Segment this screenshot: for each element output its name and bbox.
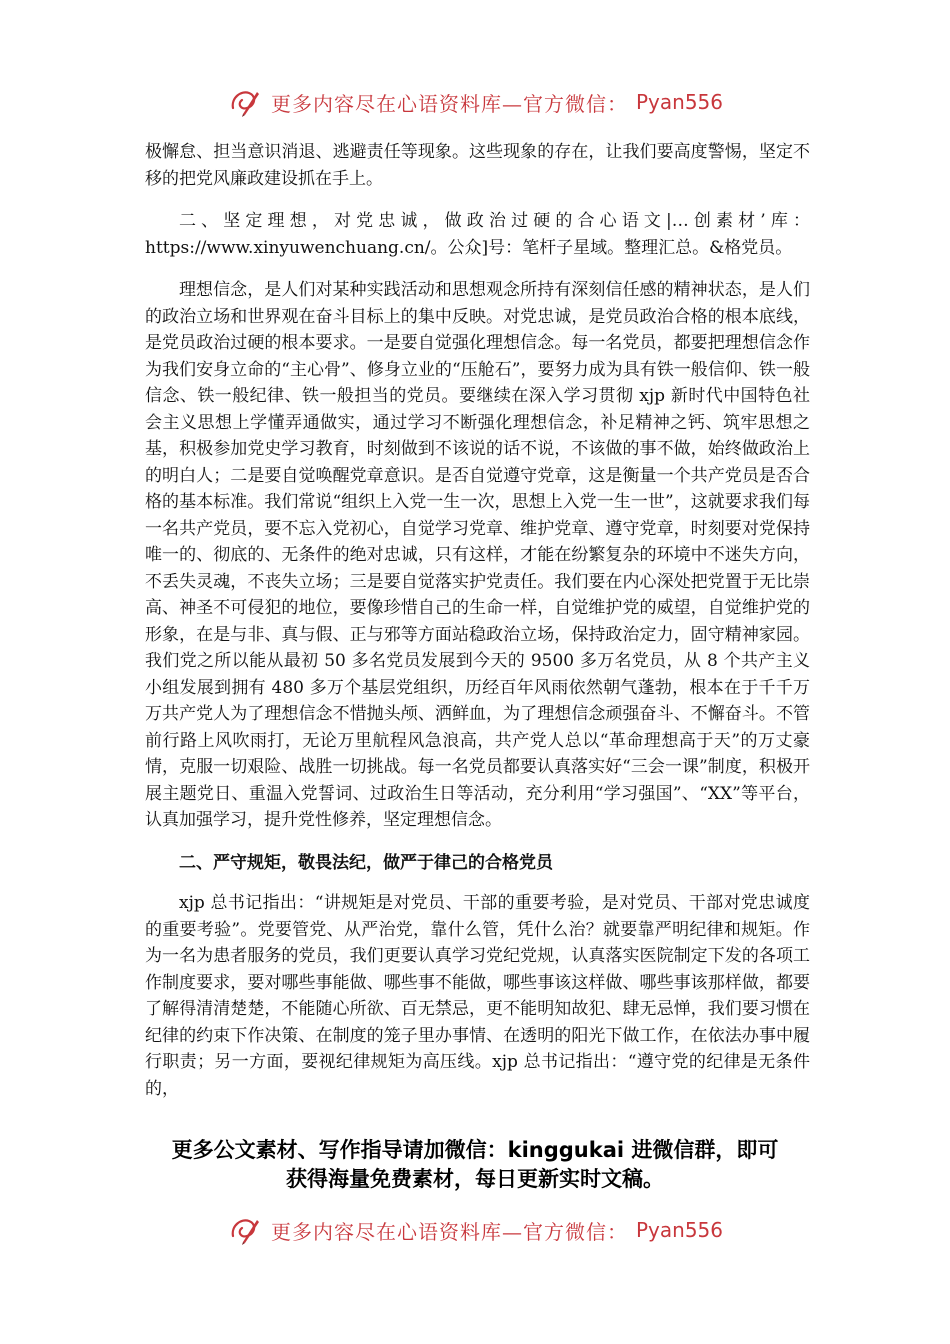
paragraph-ideals: 理想信念，是人们对某种实践活动和思想观念所持有深刻信任感的精神状态，是人们的政治立场和世界观在奋斗目标上的集中反映。对党忠诚，是党员政治合格的根本底线，是党员政治过硬的根本要求。一是要自觉强化理想信念。每一名党员，都要把理想信念作为我们安身立命的“主心骨”、修身立业的“压舱石”，要努力成为具有铁一般信仰、铁一般信念、铁一般纪律、铁一般担当的党员。要继续在深入学习贯彻 xjp 新时代中国特色社会主义思想上学懂弄通做实，通过学习不断强化理想信念，补足精神之钙、筑牢思想之基，积极参加党史学习教育，时刻做到不该说的话不说，不该做的事不做，始终做政治上的明白人；二是要自觉唤醒党章意识。是否自觉遵守党章，这是衡量一个共产党员是否合格的基本标准。我们常说“组织上入党一生一次，思想上入党一生一世”，这就要求我们每一名共产党员，要不忘入党初心，自觉学习党章、维护党章、遵守党章，时刻要对党保持唯一的、彻底的、无条件的绝对忠诚，只有这样，才能在纷繁复杂的环境中不迷失方向，不丢失灵魂，不丧失立场；三是要自觉落实护党责任。我们要在内心深处把党置于无比崇高、神圣不可侵犯的地位，要像珍惜自己的生命一样，自觉维护党的威望，自觉维护党的形象，在是与非、真与假、正与邪等方面站稳政治立场，保持政治定力，固守精神家园。我们党之所以能从最初 50 多名党员发展到今天的 9500 多万名党员，从 8 个共产主义小组发展到拥有 480 多万个基层党组织，历经百年风雨依然朝气蓬勃，根本在于千千万万共产党人为了理想信念不惜抛头颅、洒鲜血，为了理想信念顽强奋斗、不懈奋斗。不管前行路上风吹雨打，无论万里航程风急浪高，共产党人总以“革命理想高于天”的万丈豪情，克服一切艰险、战胜一切挑战。每一名党员都要认真落实好“三会一课”制度，积极开展主题党日、重温入党誓词、过政治生日等活动，充分利用“学习强国”、“XX”等平台，认真加强学习，提升党性修养，坚定理想信念。 — [145, 280, 810, 830]
pen-swirl-logo-icon — [227, 84, 263, 120]
pen-swirl-logo-icon — [227, 1212, 263, 1248]
footer-watermark — [0, 1210, 950, 1250]
watermark-wechat-id: Pyan556 — [635, 1218, 723, 1242]
header-watermark — [0, 82, 950, 122]
section-heading-ideals: 二、坚定理想，对党忠诚，做政治过硬的合心语文|…创素材’库：https://www.xinyuwenchuang.cn/。公众]号：笔杆子星域。整理汇总。&格党员。 — [145, 211, 810, 258]
paragraph-continuation: 极懈怠、担当意识消退、逃避责任等现象。这些现象的存在，让我们要高度警惕，坚定不移的把党风廉政建设抓在手上。 — [145, 142, 810, 189]
watermark-wechat-id: Pyan556 — [635, 90, 723, 114]
watermark-text: 更多内容尽在心语资料库—官方微信： — [270, 91, 628, 116]
section-heading-rules: 二、严守规矩，敬畏法纪，做严于律己的合格党员 — [179, 852, 553, 873]
promo-line-1: 更多公文素材、写作指导请加微信：kinggukai 进微信群，即可 — [171, 1138, 779, 1162]
promo-banner — [100, 1136, 850, 1194]
document-body — [145, 139, 810, 1118]
watermark-text: 更多内容尽在心语资料库—官方微信： — [270, 1219, 628, 1244]
paragraph-rules: xjp 总书记指出：“讲规矩是对党员、干部的重要考验，是对党员、干部对党忠诚度的重要考验”。党要管党、从严治党，靠什么管，凭什么治？就要靠严明纪律和规矩。作为一名为患者服务的党员，我们更要认真学习党纪党规，认真落实医院制定下发的各项工作制度要求，要对哪些事能做、哪些事不能做，哪些事该这样做、哪些事该那样做，都要了解得清清楚楚，不能随心所欲、百无禁忌，更不能明知故犯、肆无忌惮，我们要习惯在纪律的约束下作决策、在制度的笼子里办事情、在透明的阳光下做工作，在依法办事中履行职责；另一方面，要视纪律规矩为高压线。xjp 总书记指出：“遵守党的纪律是无条件的， — [145, 893, 810, 1099]
promo-line-2: 获得海量免费素材，每日更新实时文稿。 — [286, 1167, 664, 1191]
